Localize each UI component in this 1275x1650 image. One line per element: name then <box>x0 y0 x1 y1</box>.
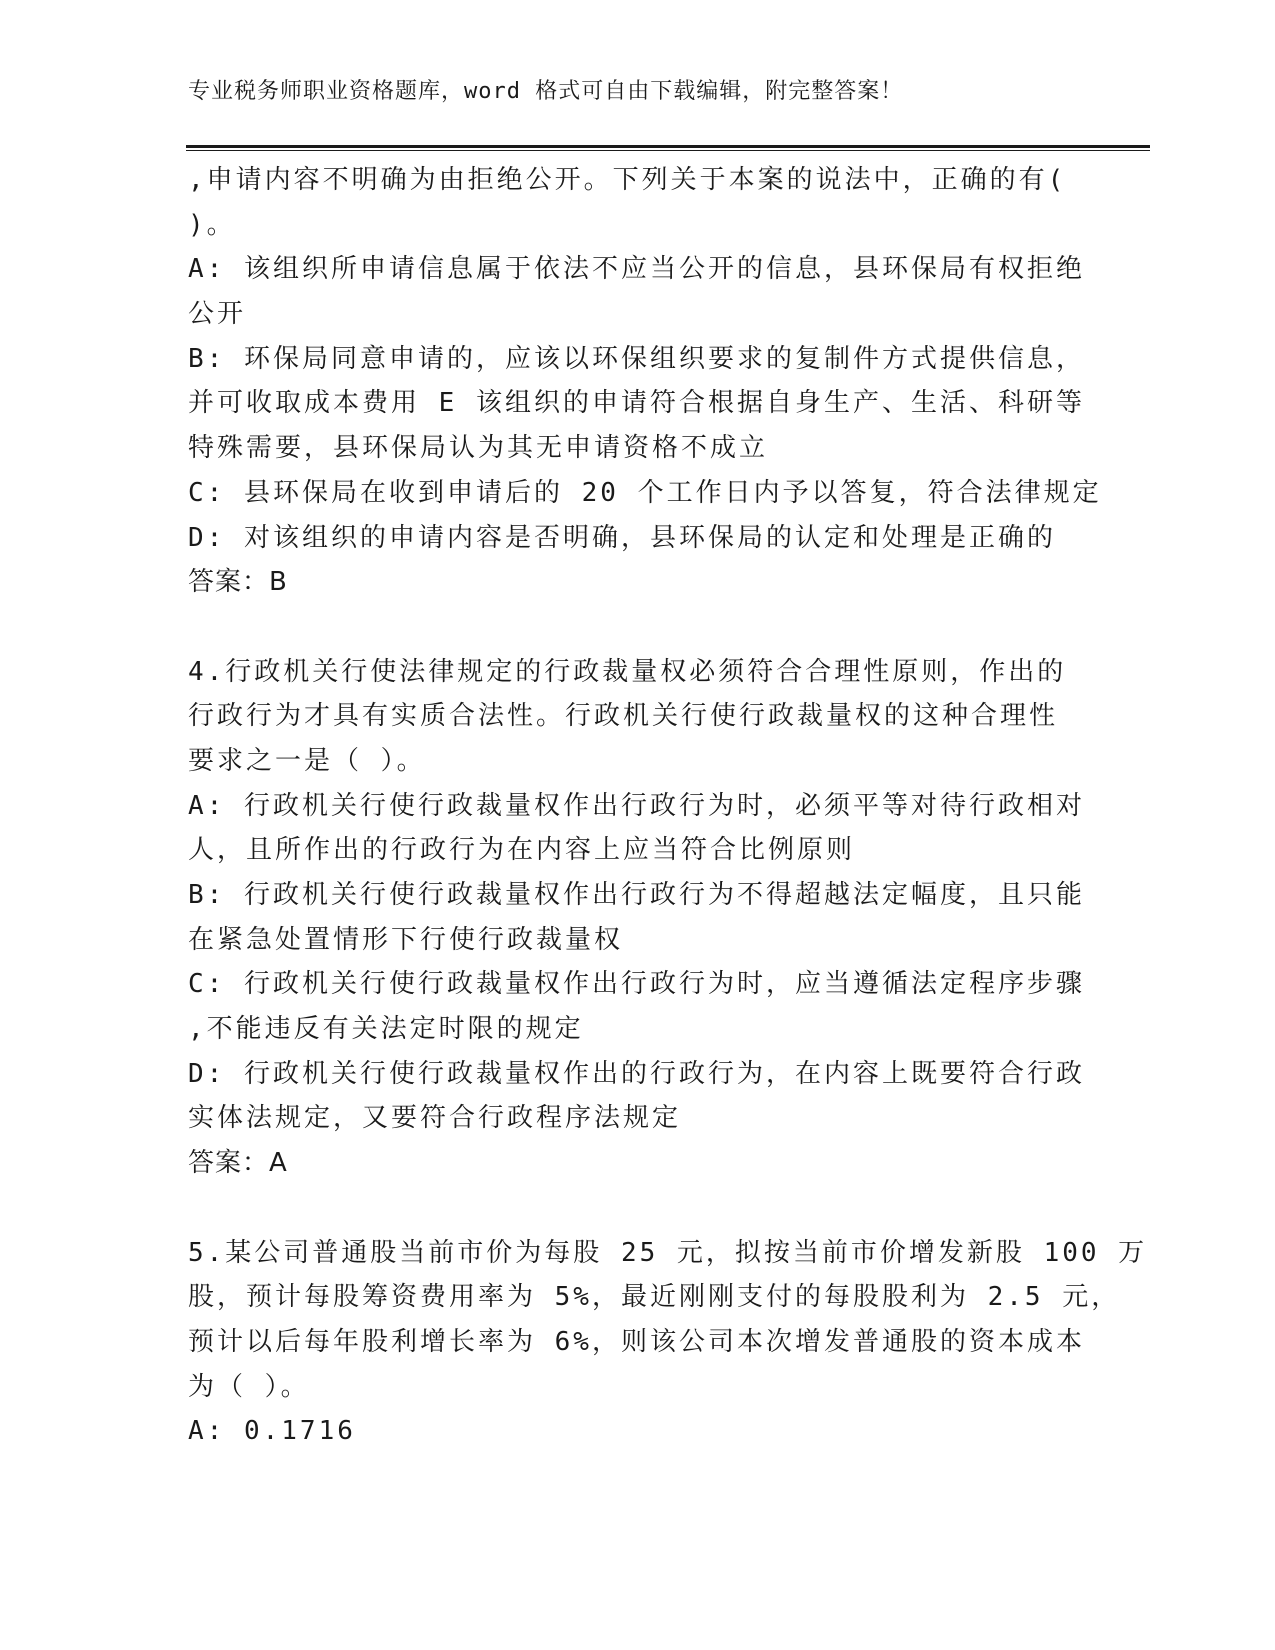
spacer <box>188 605 1088 650</box>
option-c-line: C: 县环保局在收到申请后的 20 个工作日内予以答复，符合法律规定 <box>188 477 1102 508</box>
option-a-line: A: 0.1716 <box>188 1416 356 1447</box>
header-rule-thick <box>186 145 1150 148</box>
option-a-line: 公开 <box>188 299 247 330</box>
option-d-line: D: 行政机关行使行政裁量权作出的行政行为，在内容上既要符合行政 <box>188 1058 1085 1089</box>
answer-label: 答案：A <box>188 1148 288 1179</box>
question-stem-line: 行政行为才具有实质合法性。行政机关行使行政裁量权的这种合理性 <box>188 701 1059 732</box>
option-a-line: 人，且所作出的行政行为在内容上应当符合比例原则 <box>188 835 856 866</box>
option-a-line: A: 该组织所申请信息属于依法不应当公开的信息，县环保局有权拒绝 <box>188 254 1085 285</box>
question-stem-line: 4.行政机关行使法律规定的行政裁量权必须符合合理性原则，作出的 <box>188 656 1067 687</box>
question-5 <box>188 1231 1148 1454</box>
question-stem-line: 为（ ）。 <box>188 1371 310 1402</box>
option-d-line: 实体法规定，又要符合行政程序法规定 <box>188 1103 682 1134</box>
spacer <box>188 1186 1088 1231</box>
option-c-line: C: 行政机关行使行政裁量权作出行政行为时，应当遵循法定程序步骤 <box>188 969 1085 1000</box>
question-stem-line: )。 <box>188 209 236 240</box>
option-b-line: 特殊需要，县环保局认为其无申请资格不成立 <box>188 433 769 464</box>
header-rule-thin <box>186 150 1150 151</box>
option-c-line: ,不能违反有关法定时限的规定 <box>188 1014 584 1045</box>
answer-label: 答案：B <box>188 567 288 598</box>
page-header: 专业税务师职业资格题库，word 格式可自由下载编辑，附完整答案！ <box>188 79 904 104</box>
option-a-line: A: 行政机关行使行政裁量权作出行政行为时，必须平等对待行政相对 <box>188 790 1085 821</box>
option-b-line: B: 行政机关行使行政裁量权作出行政行为不得超越法定幅度，且只能 <box>188 880 1085 910</box>
option-b-line: B: 环保局同意申请的，应该以环保组织要求的复制件方式提供信息， <box>188 343 1085 374</box>
question-4 <box>188 650 1088 1186</box>
question-stem-line: 5.某公司普通股当前市价为每股 25 元，拟按当前市价增发新股 100 万 <box>188 1237 1148 1268</box>
option-b-line: 在紧急处置情形下行使行政裁量权 <box>188 924 624 955</box>
question-stem-line: 要求之一是（ ）。 <box>188 745 426 776</box>
option-d-line: D: 对该组织的申请内容是否明确，县环保局的认定和处理是正确的 <box>188 522 1056 553</box>
document-body <box>188 158 1148 1454</box>
question-stem-line: ,申请内容不明确为由拒绝公开。下列关于本案的说法中，正确的有( <box>188 165 1067 195</box>
question-stem-line: 股，预计每股筹资费用率为 5%，最近刚刚支付的每股股利为 2.5 元， <box>188 1282 1121 1313</box>
question-stem-line: 预计以后每年股利增长率为 6%，则该公司本次增发普通股的资本成本 <box>188 1326 1085 1357</box>
option-b-line: 并可收取成本费用 E 该组织的申请符合根据自身生产、生活、科研等 <box>188 388 1085 419</box>
question-3 <box>188 158 1102 605</box>
